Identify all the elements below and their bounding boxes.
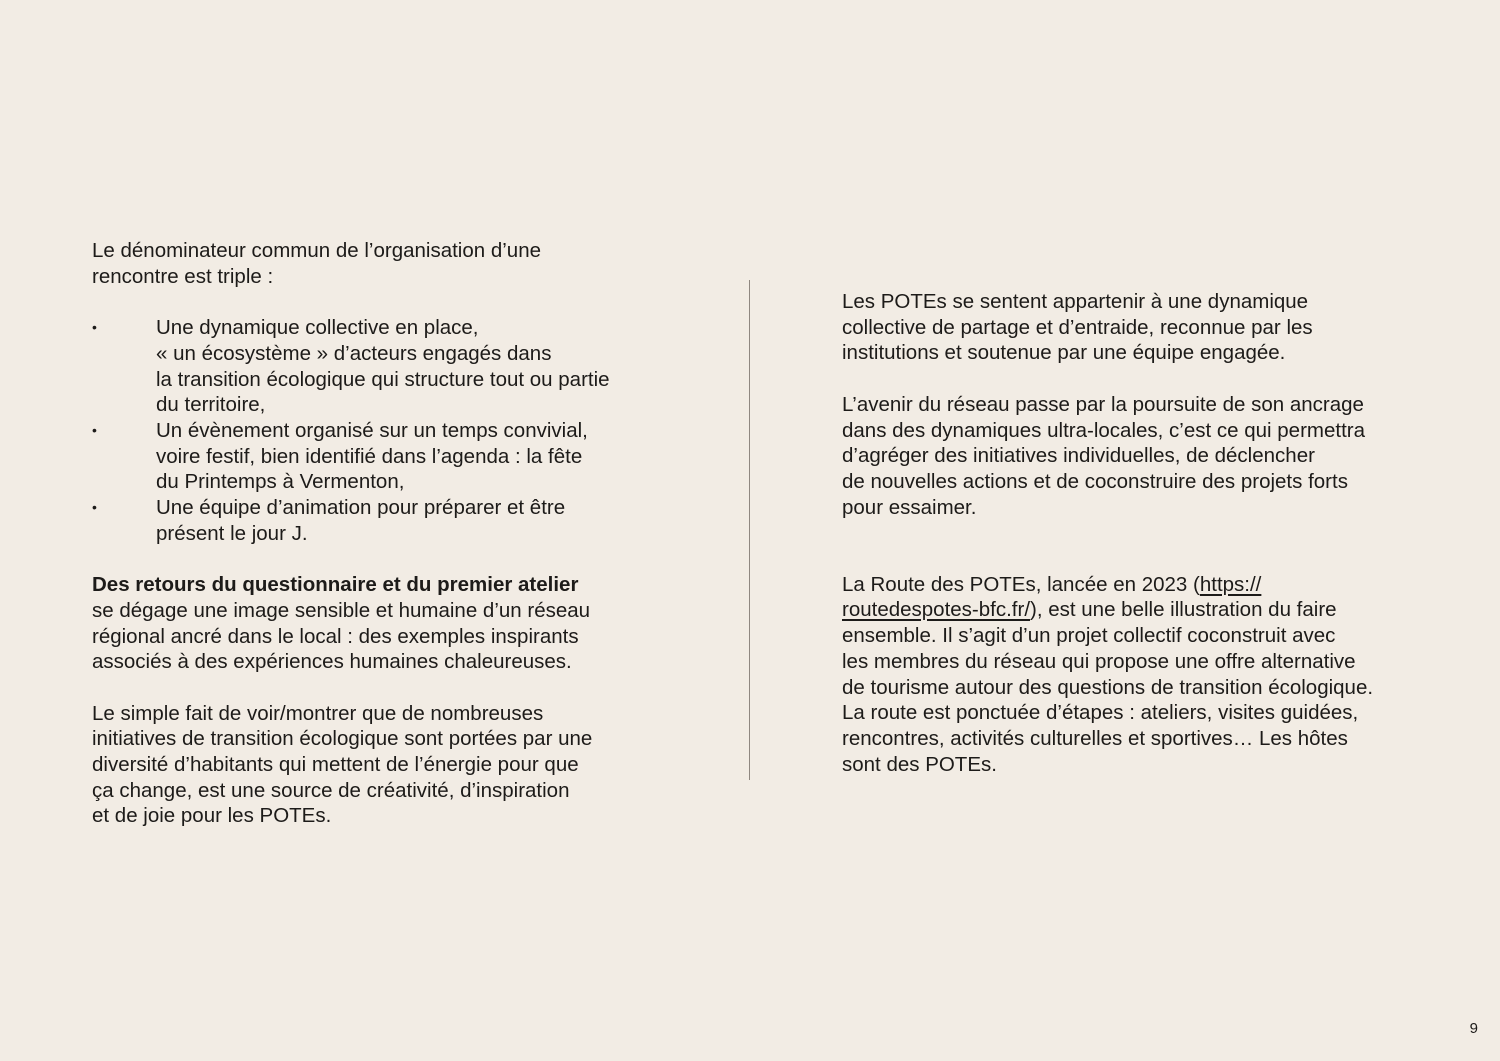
route-text-suffix: ), est une belle illustration du faire	[1030, 598, 1337, 622]
text-line: Une équipe d’animation pour préparer et être	[156, 496, 566, 520]
text-line: Une dynamique collective en place,	[156, 316, 479, 340]
route-paragraph	[842, 572, 1422, 778]
text-line: collective de partage et d’entraide, reconnue par les	[842, 315, 1313, 339]
text-line: Le dénominateur commun de l’organisation d’une	[92, 239, 542, 262]
right-column	[842, 289, 1422, 777]
text-line: ça change, est une source de créativité, d’inspiration	[92, 778, 570, 802]
text-line: les membres du réseau qui propose une offre alternative	[842, 649, 1356, 673]
intro-paragraph	[92, 238, 672, 289]
text-line: sont des POTEs.	[842, 752, 997, 776]
text-line: L’avenir du réseau passe par la poursuite de son ancrage	[842, 392, 1364, 416]
text-line: Le simple fait de voir/montrer que de nombreuses	[92, 701, 544, 725]
inspiration-paragraph	[92, 701, 672, 830]
text-line: se dégage une image sensible et humaine d’un réseau	[92, 598, 591, 622]
text-line: pour essaimer.	[842, 495, 977, 519]
text-line: ensemble. Il s’agit d’un projet collectif coconstruit avec	[842, 624, 1336, 648]
bullet-icon: •	[92, 319, 97, 336]
text-line: de nouvelles actions et de coconstruire des projets forts	[842, 469, 1348, 493]
feedback-paragraph	[92, 572, 672, 675]
text-line: voire festif, bien identifié dans l’agenda : la fête	[156, 444, 583, 468]
text-line: diversité d’habitants qui mettent de l’énergie pour que	[92, 753, 579, 777]
text-line: rencontre est triple :	[92, 264, 274, 288]
text-line: La route est ponctuée d’étapes : ateliers, visites guidées,	[842, 701, 1359, 725]
belonging-paragraph	[842, 289, 1422, 366]
text-line: associés à des expériences humaines chaleureuses.	[92, 650, 572, 674]
bullet-icon: •	[92, 421, 97, 438]
text-line: du territoire,	[156, 393, 266, 417]
text-line	[842, 572, 1422, 598]
feedback-heading: Des retours du questionnaire et du premier atelier	[92, 573, 579, 597]
text-line: dans des dynamiques ultra-locales, c’est ce qui permettra	[842, 418, 1366, 442]
text-line: d’agréger des initiatives individuelles, de déclencher	[842, 444, 1315, 468]
bullet-list	[92, 315, 672, 546]
text-line: rencontres, activités culturelles et sportives… Les hôtes	[842, 726, 1348, 750]
text-line	[842, 597, 1422, 623]
left-column	[92, 238, 672, 829]
text-line: « un écosystème » d’acteurs engagés dans	[156, 341, 552, 365]
route-text-prefix: La Route des POTEs, lancée en 2023 (	[842, 572, 1200, 596]
bullet-item	[92, 418, 672, 495]
text-line: Les POTEs se sentent appartenir à une dynamique	[842, 290, 1309, 313]
text-line: initiatives de transition écologique sont portées par une	[92, 727, 593, 751]
bullet-item	[92, 495, 672, 546]
text-line: de tourisme autour des questions de transition écologique.	[842, 675, 1374, 699]
bullet-item	[92, 315, 672, 418]
future-paragraph	[842, 392, 1422, 521]
text-line: du Printemps à Vermenton,	[156, 470, 405, 494]
text-line: régional ancré dans le local : des exemples inspirants	[92, 624, 579, 648]
text-line: présent le jour J.	[156, 521, 308, 545]
route-website-link-part1[interactable]: https://	[1199, 572, 1262, 596]
text-line: et de joie pour les POTEs.	[92, 804, 332, 828]
text-line: la transition écologique qui structure tout ou partie	[156, 367, 610, 391]
text-line: institutions et soutenue par une équipe engagée.	[842, 341, 1286, 365]
page-number: 9	[1469, 1020, 1478, 1037]
column-divider	[749, 280, 750, 780]
text-line: Un évènement organisé sur un temps convivial,	[156, 418, 588, 442]
route-website-link-part2[interactable]: routedespotes-bfc.fr/	[842, 598, 1031, 622]
bullet-icon: •	[92, 499, 97, 516]
